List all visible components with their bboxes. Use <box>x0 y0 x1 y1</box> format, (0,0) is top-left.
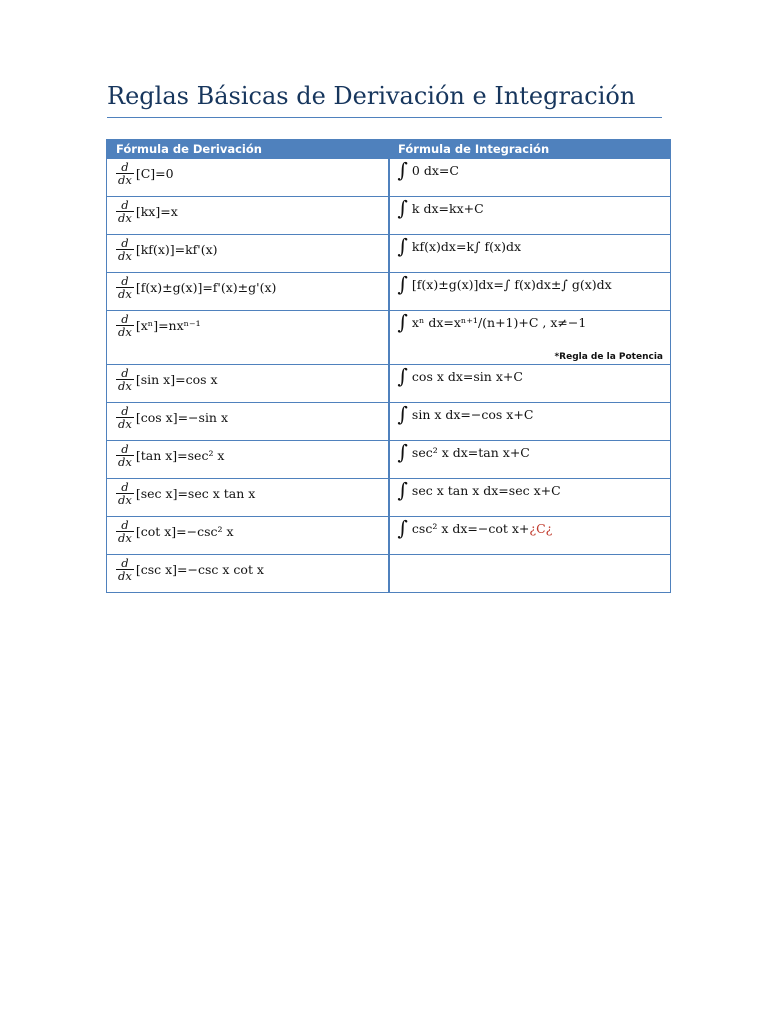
derivative-denominator: dx <box>118 173 132 187</box>
derivative-numerator: d <box>121 556 129 570</box>
derivative-operator <box>116 199 134 224</box>
derivation-cell <box>107 441 389 479</box>
integration-cell <box>389 159 671 197</box>
derivation-formula <box>107 441 388 468</box>
derivative-numerator: d <box>121 404 129 418</box>
derivation-formula <box>107 159 388 186</box>
integration-formula <box>390 234 671 258</box>
integral-sign-icon: ∫ <box>397 234 408 258</box>
integration-formula <box>390 310 671 334</box>
derivation-cell <box>107 479 389 517</box>
table-row <box>107 197 671 235</box>
derivation-cell <box>107 197 389 235</box>
header-derivation: Fórmula de Derivación <box>107 140 389 159</box>
integration-expression: sin x dx=−cos x+C <box>411 406 534 422</box>
integration-expression: cos x dx=sin x+C <box>411 368 523 384</box>
derivative-denominator: dx <box>118 569 132 583</box>
page-title: Reglas Básicas de Derivación e Integración <box>107 82 636 110</box>
integration-cell <box>389 311 671 365</box>
title-underline <box>107 117 662 118</box>
derivation-expression: [cot x]=−csc² x <box>135 524 234 539</box>
derivation-expression: [C]=0 <box>135 166 174 181</box>
table-row <box>107 517 671 555</box>
integration-cell <box>389 197 671 235</box>
derivative-numerator: d <box>121 312 129 326</box>
derivative-denominator: dx <box>118 493 132 507</box>
table-row <box>107 235 671 273</box>
derivative-operator <box>116 443 134 468</box>
derivation-formula <box>107 403 388 430</box>
derivation-cell <box>107 273 389 311</box>
derivative-numerator: d <box>121 518 129 532</box>
derivation-expression: [xⁿ]=nxⁿ⁻¹ <box>135 318 201 333</box>
derivation-cell <box>107 365 389 403</box>
derivative-numerator: d <box>121 442 129 456</box>
integral-sign-icon: ∫ <box>397 402 408 426</box>
table-row <box>107 479 671 517</box>
table-row <box>107 555 671 593</box>
derivative-numerator: d <box>121 480 129 494</box>
derivative-denominator: dx <box>118 455 132 469</box>
integration-cell <box>389 517 671 555</box>
integration-formula <box>390 364 671 388</box>
integral-sign-icon: ∫ <box>397 196 408 220</box>
integration-expression: kf(x)dx=k∫ f(x)dx <box>411 238 521 254</box>
derivation-formula <box>107 555 388 582</box>
derivative-denominator: dx <box>118 249 132 263</box>
derivation-cell <box>107 403 389 441</box>
derivative-denominator: dx <box>118 287 132 301</box>
integration-expression: [f(x)±g(x)]dx=∫ f(x)dx±∫ g(x)dx <box>411 276 612 292</box>
integration-formula <box>390 158 671 182</box>
derivative-numerator: d <box>121 160 129 174</box>
integration-cell <box>389 365 671 403</box>
derivation-formula <box>107 365 388 392</box>
integration-formula <box>390 402 671 426</box>
derivation-cell <box>107 235 389 273</box>
derivation-cell <box>107 555 389 593</box>
derivative-operator <box>116 405 134 430</box>
derivative-denominator: dx <box>118 379 132 393</box>
derivative-numerator: d <box>121 236 129 250</box>
table-row <box>107 159 671 197</box>
integral-sign-icon: ∫ <box>397 158 408 182</box>
integration-formula <box>390 478 671 502</box>
table-row <box>107 365 671 403</box>
table-header-row <box>107 140 671 159</box>
integration-expression: sec x tan x dx=sec x+C <box>411 482 561 498</box>
derivation-expression: [sec x]=sec x tan x <box>135 486 256 501</box>
derivation-cell <box>107 159 389 197</box>
derivative-numerator: d <box>121 274 129 288</box>
integration-cell <box>389 273 671 311</box>
derivative-denominator: dx <box>118 417 132 431</box>
derivative-operator <box>116 237 134 262</box>
derivative-numerator: d <box>121 366 129 380</box>
derivative-operator <box>116 161 134 186</box>
derivative-operator <box>116 557 134 582</box>
derivative-denominator: dx <box>118 531 132 545</box>
integration-cell <box>389 555 671 593</box>
integration-cell <box>389 403 671 441</box>
integral-sign-icon: ∫ <box>397 516 408 540</box>
derivation-formula <box>107 517 388 544</box>
table-row <box>107 273 671 311</box>
integration-formula <box>390 440 671 464</box>
integral-sign-icon: ∫ <box>397 440 408 464</box>
integral-sign-icon: ∫ <box>397 272 408 296</box>
integration-cell <box>389 441 671 479</box>
integration-formula <box>390 272 671 296</box>
integration-expression: 0 dx=C <box>411 162 459 178</box>
derivation-cell <box>107 311 389 365</box>
derivation-formula <box>107 311 388 338</box>
derivative-denominator: dx <box>118 211 132 225</box>
derivation-expression: [cos x]=−sin x <box>135 410 229 425</box>
integration-formula <box>390 196 671 220</box>
integration-cell <box>389 235 671 273</box>
derivative-operator <box>116 275 134 300</box>
integration-cell <box>389 479 671 517</box>
table-row <box>107 311 671 365</box>
integration-expression: k dx=kx+C <box>411 200 484 216</box>
integration-expression: csc² x dx=−cot x+¿C¿ <box>411 520 553 536</box>
derivation-formula <box>107 197 388 224</box>
derivation-expression: [tan x]=sec² x <box>135 448 225 463</box>
derivative-operator <box>116 367 134 392</box>
derivative-operator <box>116 519 134 544</box>
derivative-operator <box>116 481 134 506</box>
integral-sign-icon: ∫ <box>397 310 408 334</box>
derivation-formula <box>107 479 388 506</box>
integral-sign-icon: ∫ <box>397 364 408 388</box>
derivation-formula <box>107 235 388 262</box>
power-rule-note: *Regla de la Potencia <box>554 352 663 362</box>
derivation-expression: [f(x)±g(x)]=f'(x)±g'(x) <box>135 280 277 295</box>
derivative-numerator: d <box>121 198 129 212</box>
derivative-denominator: dx <box>118 325 132 339</box>
integration-formula <box>390 516 671 540</box>
derivative-operator <box>116 313 134 338</box>
derivation-expression: [kf(x)]=kf'(x) <box>135 242 218 257</box>
derivation-expression: [sin x]=cos x <box>135 372 218 387</box>
derivation-expression: [kx]=x <box>135 204 178 219</box>
derivation-formula <box>107 273 388 300</box>
table-row <box>107 403 671 441</box>
rules-table <box>106 139 671 593</box>
header-integration: Fórmula de Integración <box>389 140 671 159</box>
derivation-cell <box>107 517 389 555</box>
integration-expression: sec² x dx=tan x+C <box>411 444 530 460</box>
derivation-expression: [csc x]=−csc x cot x <box>135 562 264 577</box>
table-row <box>107 441 671 479</box>
integration-expression: xⁿ dx=xⁿ⁺¹/(n+1)+C , x≠−1 <box>411 314 587 330</box>
integral-sign-icon: ∫ <box>397 478 408 502</box>
